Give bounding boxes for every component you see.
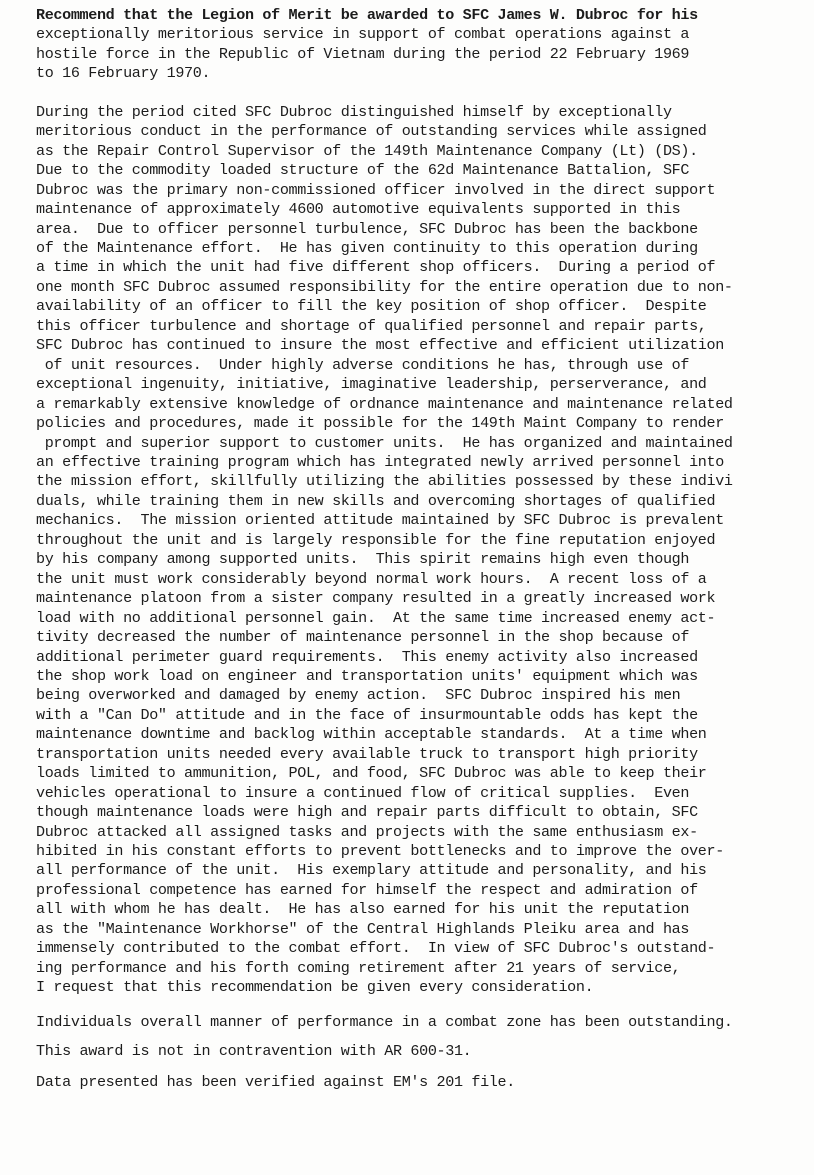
verification-statement: Data presented has been verified against EM's 201 file. [36,1072,515,1091]
text-line: maintenance platoon from a sister company resulted in a greatly increased work [36,589,716,608]
text-line: vehicles operational to insure a continued flow of critical supplies. Even [36,783,690,802]
text-line: Recommend that the Legion of Merit be awarded to SFC James W. Dubroc for his [36,6,698,24]
text-line: this officer turbulence and shortage of qualified personnel and repair parts, [36,316,707,335]
text-line: loads limited to ammunition, POL, and food, SFC Dubroc was able to keep their [36,764,707,783]
text-line: a remarkably extensive knowledge of ordnance maintenance and maintenance related [36,394,733,413]
text-line: of the Maintenance effort. He has given continuity to this operation during [36,238,698,257]
text-line: of unit resources. Under highly adverse conditions he has, through use of [36,355,690,374]
paragraph-spacer [36,1032,812,1042]
regulation-statement: This award is not in contravention with AR 600-31. [36,1042,472,1061]
text-line: the shop work load on engineer and transportation units' equipment which was [36,666,698,685]
text-line: SFC Dubroc has continued to insure the most effective and efficient utilization [36,336,724,355]
text-line: maintenance of approximately 4600 automotive equivalents supported in this [36,200,681,219]
paragraph-spacer [36,998,812,1013]
recommendation-paragraph [36,6,812,84]
text-line: mechanics. The mission oriented attitude maintained by SFC Dubroc is prevalent [36,511,724,530]
text-line: an effective training program which has integrated newly arrived personnel into [36,452,724,471]
text-line: Due to the commodity loaded structure of the 62d Maintenance Battalion, SFC [36,161,690,180]
performance-statement: Individuals overall manner of performance in a combat zone has been outstanding. [36,1012,733,1031]
text-line: availability of an officer to fill the key position of shop officer. Despite [36,297,707,316]
text-line: During the period cited SFC Dubroc distinguished himself by exceptionally [36,102,672,121]
text-line: maintenance downtime and backlog within acceptable standards. At a time when [36,725,707,744]
text-line: Dubroc was the primary non-commissioned officer involved in the direct support [36,180,716,199]
text-line: as the "Maintenance Workhorse" of the Central Highlands Pleiku area and has [36,919,690,938]
text-line: throughout the unit and is largely responsible for the fine reputation enjoyed [36,530,716,549]
text-line: being overworked and damaged by enemy action. SFC Dubroc inspired his men [36,686,681,705]
narrative-paragraph [36,103,812,998]
text-line: additional perimeter guard requirements. This enemy activity also increased [36,647,698,666]
text-line: Dubroc attacked all assigned tasks and projects with the same enthusiasm ex- [36,822,698,841]
text-line: tivity decreased the number of maintenance personnel in the shop because of [36,628,690,647]
text-line: by his company among supported units. This spirit remains high even though [36,550,690,569]
paragraph-spacer [36,84,812,103]
text-line: I request that this recommendation be given every consideration. [36,978,594,997]
text-line: exceptional ingenuity, initiative, imaginative leadership, perserverance, and [36,375,707,394]
text-line: professional competence has earned for himself the respect and admiration of [36,880,698,899]
text-line: all with whom he has dealt. He has also earned for his unit the reputation [36,900,690,919]
text-line: immensely contributed to the combat effort. In view of SFC Dubroc's outstand- [36,939,716,958]
text-line: ing performance and his forth coming retirement after 21 years of service, [36,958,681,977]
text-line: area. Due to officer personnel turbulence, SFC Dubroc has been the backbone [36,219,698,238]
text-line: the mission effort, skillfully utilizing the abilities possessed by these indivi [36,472,733,491]
text-line: meritorious conduct in the performance of outstanding services while assigned [36,122,707,141]
text-line: exceptionally meritorious service in support of combat operations against a [36,25,690,44]
text-line: as the Repair Control Supervisor of the 149th Maintenance Company (Lt) (DS). [36,141,698,160]
text-line: though maintenance loads were high and repair parts difficult to obtain, SFC [36,803,698,822]
text-line: hibited in his constant efforts to prevent bottlenecks and to improve the over- [36,842,724,861]
text-line: to 16 February 1970. [36,64,211,83]
text-line: hostile force in the Republic of Vietnam during the period 22 February 1969 [36,44,690,63]
text-line: duals, while training them in new skills and overcoming shortages of qualified [36,491,716,510]
text-line: transportation units needed every available truck to transport high priority [36,744,698,763]
document-body [36,6,812,1092]
text-line: all performance of the unit. His exemplary attitude and personality, and his [36,861,707,880]
text-line: with a "Can Do" attitude and in the face of insurmountable odds has kept the [36,705,698,724]
text-line: load with no additional personnel gain. At the same time increased enemy act- [36,608,716,627]
text-line: policies and procedures, made it possible for the 149th Maint Company to render [36,414,724,433]
paragraph-spacer [36,1062,812,1073]
text-line: a time in which the unit had five different shop officers. During a period of [36,258,716,277]
text-line: prompt and superior support to customer units. He has organized and maintained [36,433,733,452]
text-line: the unit must work considerably beyond normal work hours. A recent loss of a [36,569,707,588]
text-line: one month SFC Dubroc assumed responsibility for the entire operation due to non- [36,277,733,296]
